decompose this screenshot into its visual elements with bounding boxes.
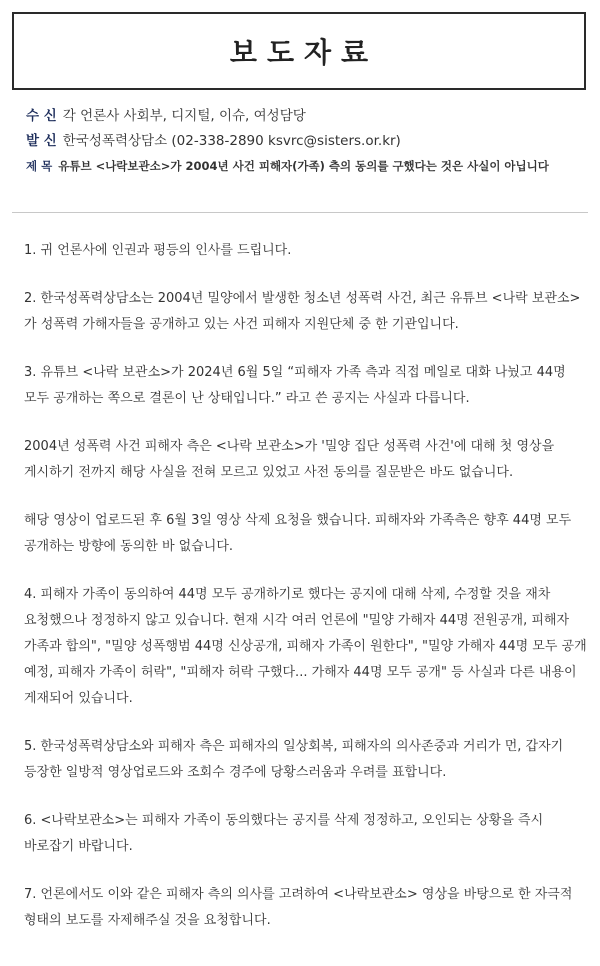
paragraph-4: 4. 피해자 가족이 동의하여 44명 모두 공개하기로 했다는 공지에 대해 삭제, 수정할 것을 재차 요청했으나 정정하지 않고 있습니다. 현재 시각 여러 언론에 "밀양 가해자 44명 전원공개, 피해자 가족과 합의", "밀양 성폭행범 44명 신상공개, 피해자 가족이 원한다", "밀양 가해자 44명 모두 공개 예정, 피해자 가족이 허락", "피해자 허락 구했다... 가해자 44명 모두 공개" 등 사실과 다른 내용이 게재되어 있습니다.	[24, 587, 587, 706]
subject-label: 제 목	[26, 159, 53, 173]
sender-label: 발 신	[26, 133, 57, 149]
paragraph-3: 3. 유튜브 <나락 보관소>가 2024년 6월 5일 “피해자 가족 측과 직접 메일로 대화 나눴고 44명 모두 공개하는 쪽으로 결론이 난 상태입니다.” 라고 쓴 공지는 사실과 다릅니다.	[24, 365, 566, 406]
press-release-title-box	[12, 12, 586, 90]
divider	[12, 212, 588, 213]
recipient-row	[26, 108, 591, 125]
subject-value: 유튜브 <나락보관소>가 2004년 사건 피해자(가족) 측의 동의를 구했다는 것은 사실이 아닙니다	[58, 159, 549, 173]
recipient-label: 수 신	[26, 108, 57, 124]
subject-row	[26, 158, 591, 175]
sender-value: 한국성폭력상담소 (02-338-2890 ksvrc@sisters.or.kr)	[62, 133, 401, 149]
paragraph-6: 6. <나락보관소>는 피해자 가족이 동의했다는 공지를 삭제 정정하고, 오인되는 상황을 즉시 바로잡기 바랍니다.	[24, 813, 544, 854]
page-title: 보도자료	[229, 36, 379, 69]
paragraph-2: 2. 한국성폭력상담소는 2004년 밀양에서 발생한 청소년 성폭력 사건, 최근 유튜브 <나락 보관소>가 성폭력 가해자들을 공개하고 있는 사건 피해자 지원단체 중 한 기관입니다.	[24, 291, 581, 332]
meta-section	[26, 108, 591, 183]
paragraph-1: 1. 귀 언론사에 인권과 평등의 인사를 드립니다.	[24, 243, 292, 258]
recipient-value: 각 언론사 사회부, 디지털, 이슈, 여성담당	[62, 108, 306, 124]
body-text	[24, 238, 590, 956]
paragraph-3-detail-1: 2004년 성폭력 사건 피해자 측은 <나락 보관소>가 '밀양 집단 성폭력 사건'에 대해 첫 영상을 게시하기 전까지 해당 사실을 전혀 모르고 있었고 사전 동의를 질문받은 바도 없습니다.	[24, 439, 555, 480]
paragraph-5: 5. 한국성폭력상담소와 피해자 측은 피해자의 일상회복, 피해자의 의사존중과 거리가 먼, 갑자기 등장한 일방적 영상업로드와 조회수 경주에 당황스러움과 우려를 표합니다.	[24, 739, 564, 780]
sender-row	[26, 133, 591, 150]
paragraph-3-detail-2: 해당 영상이 업로드된 후 6월 3일 영상 삭제 요청을 했습니다. 피해자와 가족측은 향후 44명 모두 공개하는 방향에 동의한 바 없습니다.	[24, 513, 572, 554]
paragraph-7: 7. 언론에서도 이와 같은 피해자 측의 의사를 고려하여 <나락보관소> 영상을 바탕으로 한 자극적 형태의 보도를 자제해주실 것을 요청합니다.	[24, 887, 573, 928]
